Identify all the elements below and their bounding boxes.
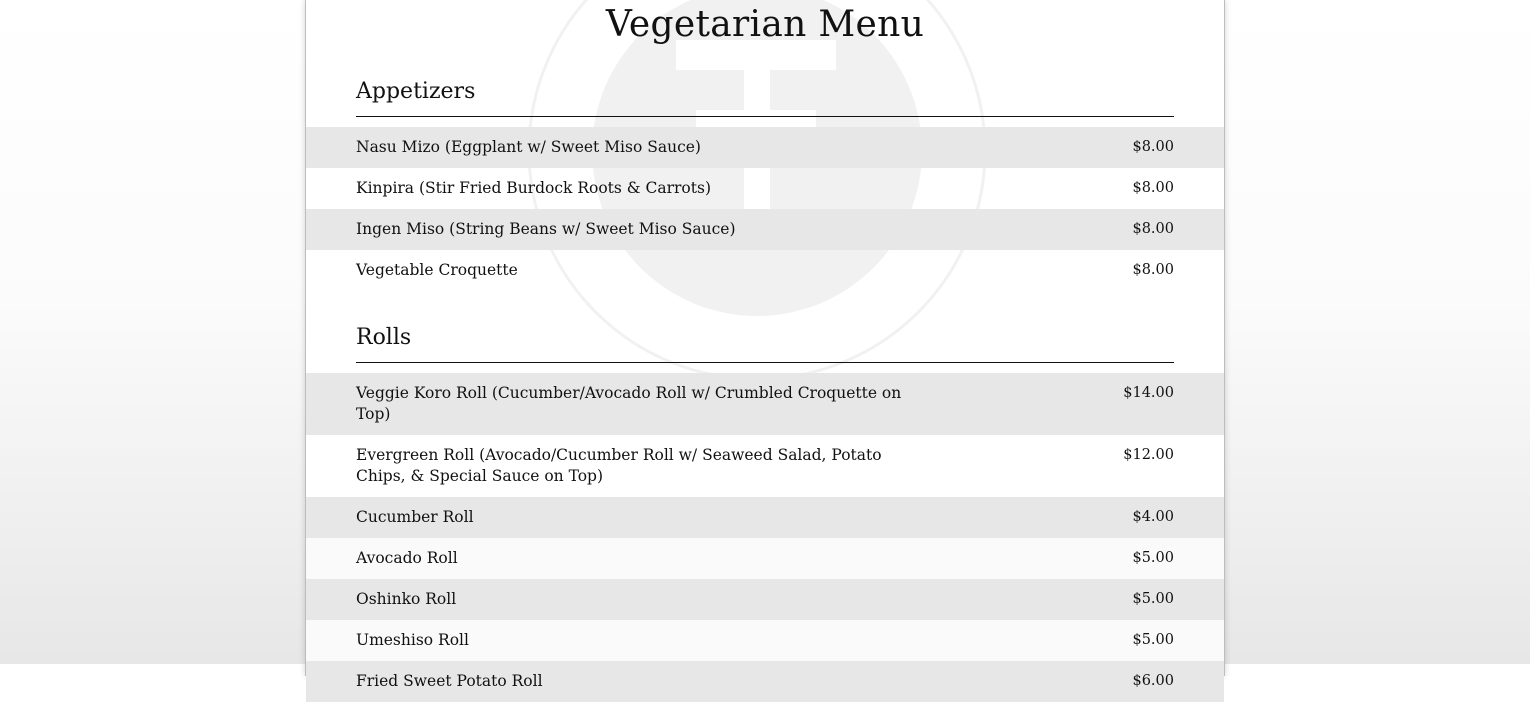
menu-item-name: Veggie Koro Roll (Cucumber/Avocado Roll w/ Crumbled Croquette on Top) bbox=[356, 384, 902, 423]
menu-item-price: $12.00 bbox=[1123, 447, 1174, 463]
menu-item-price: $8.00 bbox=[1132, 221, 1174, 237]
menu-item-name: Avocado Roll bbox=[356, 549, 458, 567]
menu-item bbox=[306, 538, 1224, 579]
menu-item-name: Vegetable Croquette bbox=[356, 261, 518, 279]
menu-item-price: $14.00 bbox=[1123, 385, 1174, 401]
menu-item bbox=[306, 209, 1224, 250]
menu-item-name: Ingen Miso (String Beans w/ Sweet Miso Sauce) bbox=[356, 220, 736, 238]
menu-item-name: Oshinko Roll bbox=[356, 590, 457, 608]
menu-item-price: $4.00 bbox=[1132, 509, 1174, 525]
menu-item-price: $8.00 bbox=[1132, 262, 1174, 278]
menu-item-price: $5.00 bbox=[1132, 632, 1174, 648]
section-heading: Appetizers bbox=[356, 77, 1174, 117]
menu-page bbox=[305, 0, 1225, 690]
menu-item-name: Umeshiso Roll bbox=[356, 631, 469, 649]
menu-item-name: Fried Sweet Potato Roll bbox=[356, 672, 543, 690]
menu-item-price: $8.00 bbox=[1132, 139, 1174, 155]
page-title: Vegetarian Menu bbox=[605, 4, 925, 45]
menu-list bbox=[306, 127, 1224, 291]
menu-item-name: Evergreen Roll (Avocado/Cucumber Roll w/ Seaweed Salad, Potato Chips, & Special Sauce on Top) bbox=[356, 446, 882, 485]
menu-item-price: $8.00 bbox=[1132, 180, 1174, 196]
menu-item bbox=[306, 435, 1224, 497]
menu-item bbox=[306, 620, 1224, 661]
menu-item-name: Cucumber Roll bbox=[356, 508, 474, 526]
menu-item-name: Nasu Mizo (Eggplant w/ Sweet Miso Sauce) bbox=[356, 138, 701, 156]
menu-list bbox=[306, 373, 1224, 702]
menu-item bbox=[306, 250, 1224, 291]
section-rolls bbox=[306, 323, 1224, 702]
menu-item-name: Kinpira (Stir Fried Burdock Roots & Carrots) bbox=[356, 179, 711, 197]
menu-item bbox=[306, 168, 1224, 209]
menu-item bbox=[306, 127, 1224, 168]
section-appetizers bbox=[306, 77, 1224, 291]
section-heading: Rolls bbox=[356, 323, 1174, 363]
menu-item bbox=[306, 661, 1224, 702]
menu-item-price: $5.00 bbox=[1132, 550, 1174, 566]
menu-item-price: $6.00 bbox=[1132, 673, 1174, 689]
menu-item bbox=[306, 579, 1224, 620]
menu-item bbox=[306, 497, 1224, 538]
menu-item-price: $5.00 bbox=[1132, 591, 1174, 607]
menu-item bbox=[306, 373, 1224, 435]
